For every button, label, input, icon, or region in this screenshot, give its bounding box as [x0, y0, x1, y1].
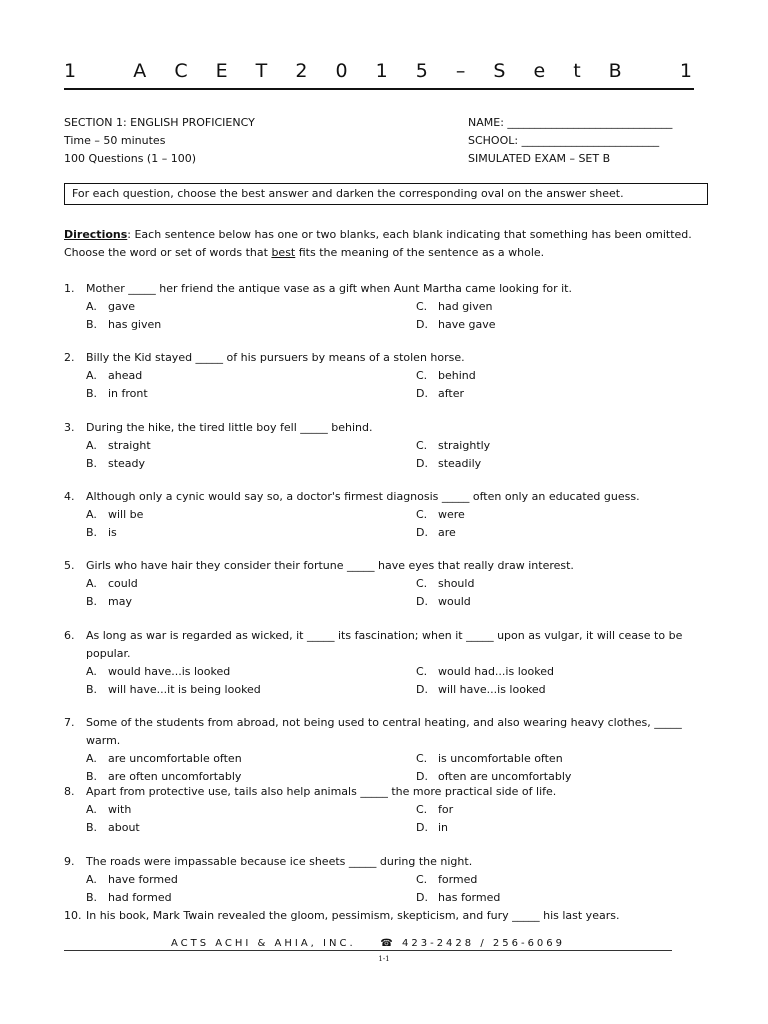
answer-option[interactable] [416, 455, 716, 473]
option-letter: C. [416, 439, 428, 452]
answer-option[interactable] [86, 750, 416, 768]
option-text: in front [108, 387, 148, 400]
question-stem [64, 488, 714, 506]
option-text: gave [108, 300, 136, 313]
question-number: 5. [64, 559, 75, 572]
option-letter: A. [86, 665, 97, 678]
section-info [64, 114, 255, 168]
answer-option[interactable] [416, 506, 716, 524]
answer-option[interactable] [416, 681, 716, 699]
option-letter: A. [86, 369, 97, 382]
answer-option[interactable] [416, 385, 716, 403]
question-stem [64, 714, 714, 750]
directions-emphasis: best [271, 246, 296, 259]
answer-option[interactable] [86, 298, 416, 316]
option-letter: C. [416, 369, 428, 382]
question-stem [64, 853, 714, 871]
option-text: is uncomfortable often [438, 752, 563, 765]
directions-label: Directions [64, 228, 128, 241]
option-letter: A. [86, 577, 97, 590]
option-text: for [438, 803, 454, 816]
header-title: A C E T 2 0 1 5 – S e t B [133, 60, 633, 82]
answer-options [86, 367, 714, 403]
option-text: will be [108, 508, 144, 521]
option-text: are uncomfortable often [108, 752, 242, 765]
option-text: are [438, 526, 456, 539]
option-text: ahead [108, 369, 143, 382]
option-letter: B. [86, 526, 98, 539]
option-letter: A. [86, 803, 97, 816]
answer-option[interactable] [416, 871, 716, 889]
question-6 [64, 627, 714, 699]
directions-text-2c: fits the meaning of the sentence as a whole. [295, 246, 545, 259]
question-text: The roads were impassable because ice sheets _____ during the night. [86, 855, 473, 868]
option-text: would had...is looked [438, 665, 554, 678]
question-text: Girls who have hair they consider their fortune _____ have eyes that really draw interest. [86, 559, 574, 572]
option-letter: C. [416, 873, 428, 886]
option-letter: C. [416, 803, 428, 816]
question-number: 10. [64, 909, 82, 922]
question-number: 7. [64, 716, 75, 729]
question-stem [64, 280, 714, 298]
question-number: 8. [64, 785, 75, 798]
option-text: had formed [108, 891, 172, 904]
option-letter: C. [416, 300, 428, 313]
header-right-number: 1 [679, 60, 692, 82]
option-letter: D. [416, 318, 428, 331]
footer-phone: 423-2428 / 256-6069 [402, 938, 566, 949]
answer-option[interactable] [416, 367, 716, 385]
option-text: has formed [438, 891, 501, 904]
option-letter: C. [416, 752, 428, 765]
option-letter: D. [416, 891, 428, 904]
question-text: Billy the Kid stayed _____ of his pursuers by means of a stolen horse. [86, 351, 465, 364]
question-number: 1. [64, 282, 75, 295]
answer-option[interactable] [86, 367, 416, 385]
question-stem [64, 783, 714, 801]
option-text: in [438, 821, 449, 834]
question-number: 6. [64, 629, 75, 642]
directions-text-1: : Each sentence below has one or two blanks, each blank indicating that something has been omitted. [127, 228, 692, 241]
option-letter: B. [86, 891, 98, 904]
footer-divider [64, 950, 672, 951]
option-text: steadily [438, 457, 482, 470]
option-letter: B. [86, 387, 98, 400]
question-5 [64, 557, 714, 611]
phone-icon: ☎ [380, 938, 396, 949]
question-count: 100 Questions (1 – 100) [64, 152, 196, 165]
question-stem [64, 419, 714, 437]
question-text: During the hike, the tired little boy fell _____ behind. [86, 421, 373, 434]
question-number: 2. [64, 351, 75, 364]
answer-option[interactable] [86, 889, 416, 907]
answer-options [86, 663, 714, 699]
question-text: Mother _____ her friend the antique vase as a gift when Aunt Martha came looking for it. [86, 282, 572, 295]
answer-option[interactable] [416, 750, 716, 768]
question-9 [64, 853, 714, 907]
option-letter: D. [416, 683, 428, 696]
question-stem [64, 627, 714, 663]
question-text: In his book, Mark Twain revealed the gloom, pessimism, skepticism, and fury _____ his last years. [86, 909, 620, 922]
answer-option[interactable] [416, 524, 716, 542]
page-footer [64, 938, 672, 949]
answer-options [86, 871, 714, 907]
name-field: NAME: ______________________________ [468, 116, 673, 129]
question-1 [64, 280, 714, 334]
option-letter: D. [416, 595, 428, 608]
option-letter: A. [86, 300, 97, 313]
option-text: is [108, 526, 117, 539]
option-letter: B. [86, 770, 98, 783]
option-letter: A. [86, 873, 97, 886]
answer-option[interactable] [86, 819, 416, 837]
footer-company: ACTS ACHI & AHIA, INC. [170, 938, 356, 949]
question-text: Although only a cynic would say so, a doctor's firmest diagnosis _____ often only an educated guess. [86, 490, 640, 503]
answer-option[interactable] [416, 575, 716, 593]
answer-option[interactable] [86, 681, 416, 699]
answer-option[interactable] [416, 819, 716, 837]
question-text: Apart from protective use, tails also help animals _____ the more practical side of life. [86, 785, 557, 798]
option-text: with [108, 803, 132, 816]
answer-option[interactable] [416, 298, 716, 316]
answer-option[interactable] [86, 506, 416, 524]
option-text: would [438, 595, 471, 608]
question-stem [64, 349, 714, 367]
question-8 [64, 783, 714, 837]
option-text: should [438, 577, 475, 590]
answer-option[interactable] [416, 593, 716, 611]
section-title: SECTION 1: ENGLISH PROFICIENCY [64, 116, 255, 129]
answer-options [86, 575, 714, 611]
directions-text-2a: Choose the word or set of words that [64, 246, 272, 259]
option-letter: B. [86, 318, 98, 331]
option-text: behind [438, 369, 476, 382]
option-text: straightly [438, 439, 491, 452]
directions [64, 226, 714, 262]
answer-option[interactable] [86, 575, 416, 593]
answer-option[interactable] [86, 316, 416, 334]
answer-option[interactable] [416, 801, 716, 819]
option-text: have formed [108, 873, 178, 886]
option-text: would have...is looked [108, 665, 231, 678]
question-4 [64, 488, 714, 542]
option-letter: D. [416, 457, 428, 470]
header-left-number: 1 [64, 60, 77, 82]
answer-options [86, 298, 714, 334]
question-text: Some of the students from abroad, not being used to central heating, and also wearing heavy clothes, _____ warm. [86, 716, 682, 747]
time-limit: Time – 50 minutes [64, 134, 166, 147]
question-stem [64, 907, 714, 925]
option-letter: B. [86, 683, 98, 696]
answer-option[interactable] [86, 455, 416, 473]
option-text: after [438, 387, 465, 400]
option-letter: B. [86, 457, 98, 470]
option-letter: D. [416, 387, 428, 400]
instruction-box: For each question, choose the best answer and darken the corresponding oval on the answer sheet. [64, 183, 708, 205]
page-header [64, 60, 694, 90]
option-text: will have...it is being looked [108, 683, 261, 696]
question-stem [64, 557, 714, 575]
answer-option[interactable] [86, 437, 416, 455]
answer-options [86, 750, 714, 786]
question-2 [64, 349, 714, 403]
option-text: are often uncomfortably [108, 770, 242, 783]
answer-option[interactable] [86, 385, 416, 403]
option-letter: B. [86, 595, 98, 608]
option-text: could [108, 577, 138, 590]
answer-option[interactable] [416, 437, 716, 455]
option-text: have gave [438, 318, 496, 331]
school-field: SCHOOL: _________________________ [468, 134, 660, 147]
option-text: straight [108, 439, 151, 452]
answer-options [86, 506, 714, 542]
page-number: 1-1 [378, 955, 390, 963]
option-letter: C. [416, 508, 428, 521]
option-text: often are uncomfortably [438, 770, 572, 783]
option-letter: D. [416, 821, 428, 834]
option-text: steady [108, 457, 146, 470]
answer-option[interactable] [416, 889, 716, 907]
option-letter: A. [86, 508, 97, 521]
option-letter: A. [86, 752, 97, 765]
question-number: 3. [64, 421, 75, 434]
option-letter: D. [416, 526, 428, 539]
option-text: has given [108, 318, 162, 331]
option-letter: B. [86, 821, 98, 834]
option-letter: D. [416, 770, 428, 783]
student-info [468, 114, 672, 168]
answer-options [86, 801, 714, 837]
option-text: will have...is looked [438, 683, 546, 696]
option-text: formed [438, 873, 478, 886]
answer-option[interactable] [86, 871, 416, 889]
answer-option[interactable] [416, 663, 716, 681]
option-text: were [438, 508, 465, 521]
option-letter: C. [416, 577, 428, 590]
exam-label: SIMULATED EXAM – SET B [468, 152, 611, 165]
answer-option[interactable] [86, 524, 416, 542]
option-text: may [108, 595, 132, 608]
question-number: 4. [64, 490, 75, 503]
option-text: about [108, 821, 140, 834]
question-text: As long as war is regarded as wicked, it _____ its fascination; when it _____ upon as vulgar, it will cease to be popular. [86, 629, 683, 660]
question-number: 9. [64, 855, 75, 868]
option-text: had given [438, 300, 493, 313]
question-3 [64, 419, 714, 473]
answer-option[interactable] [86, 593, 416, 611]
question-7 [64, 714, 714, 786]
option-letter: A. [86, 439, 97, 452]
answer-options [86, 437, 714, 473]
answer-option[interactable] [86, 801, 416, 819]
option-letter: C. [416, 665, 428, 678]
answer-option[interactable] [86, 663, 416, 681]
answer-option[interactable] [416, 316, 716, 334]
question-10 [64, 907, 714, 925]
